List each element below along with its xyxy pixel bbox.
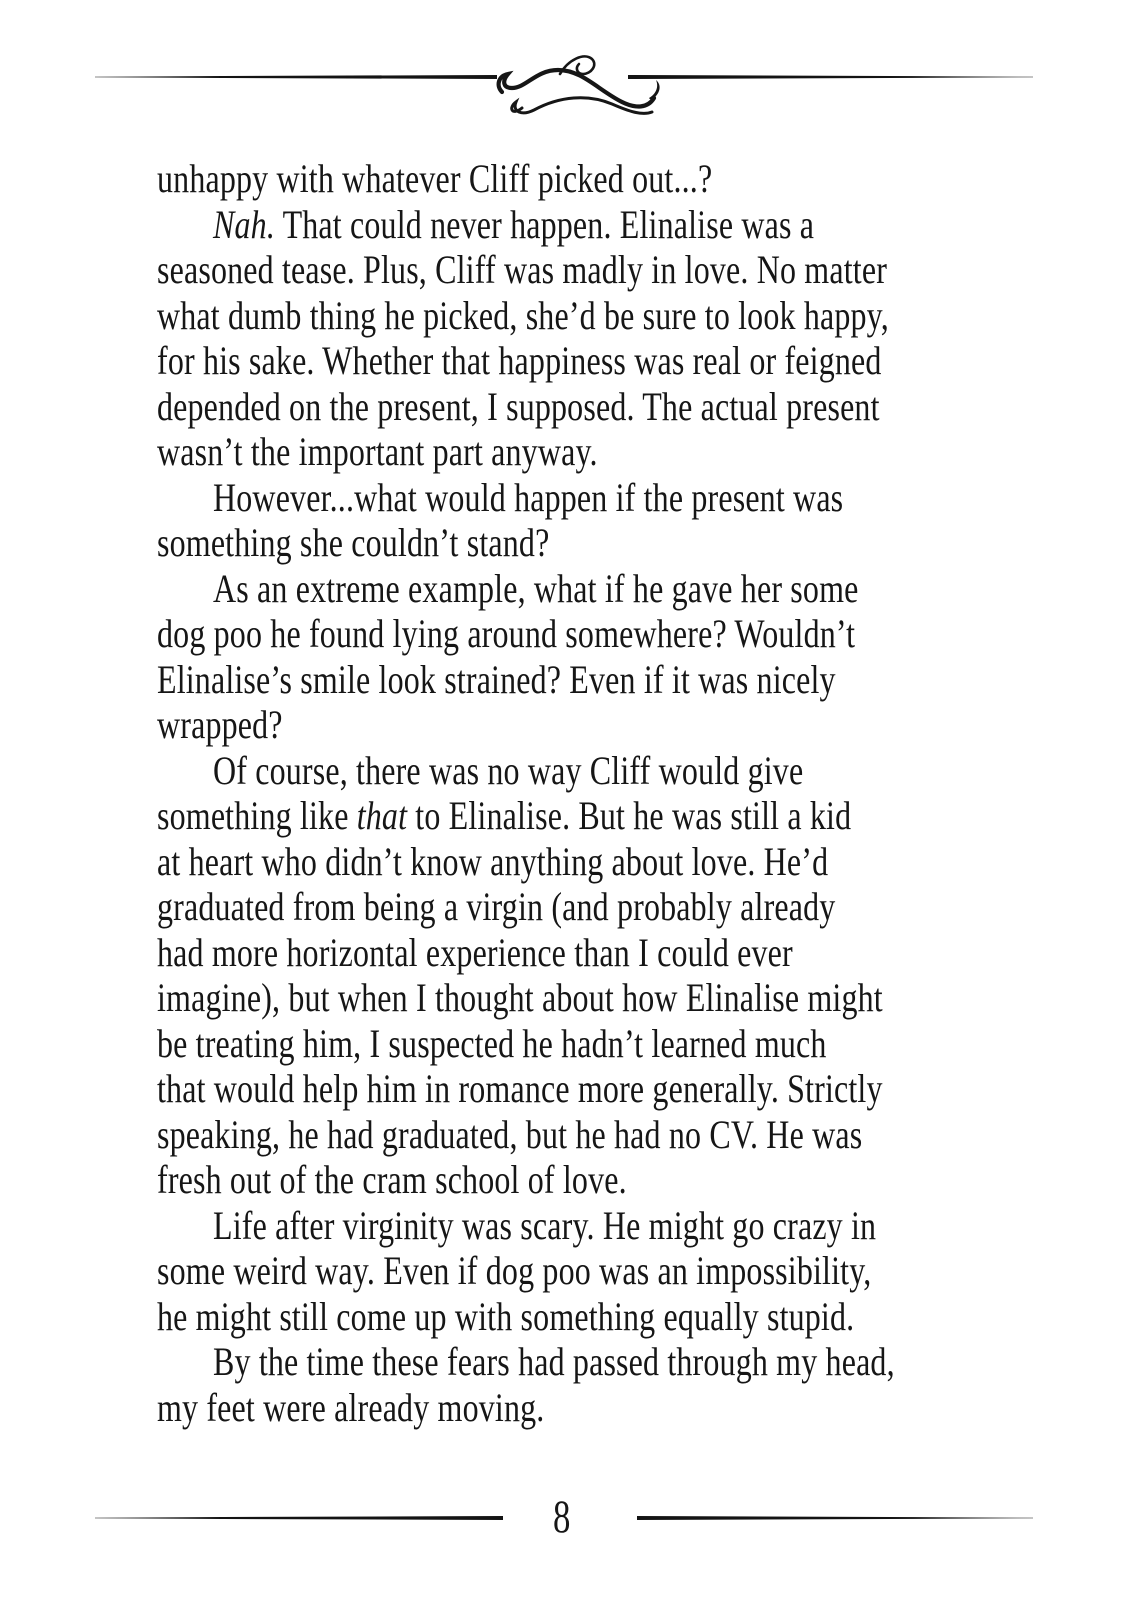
text-segment: By the time these fears had passed through my head, [213, 1339, 895, 1384]
text-line [157, 338, 1021, 384]
text-segment: dog poo he found lying around somewhere? Wouldn’t [157, 611, 856, 656]
text-line [157, 293, 1021, 339]
text-line [157, 611, 1021, 657]
text-line [157, 975, 1021, 1021]
flourish-icon [488, 50, 680, 130]
text-segment: That could never happen. Elinalise was a [274, 201, 815, 247]
text-line [157, 657, 1021, 703]
text-line [157, 202, 1021, 248]
text-segment: my feet were already moving. [157, 1384, 545, 1430]
text-segment: some weird way. Even if dog poo was an impossibility, [157, 1248, 872, 1293]
text-segment: fresh out of the cram school of love. [157, 1157, 627, 1202]
text-line [157, 1157, 1021, 1203]
text-line [157, 1021, 1021, 1067]
text-segment: something she couldn’t stand? [157, 520, 550, 565]
italic-text-segment: Nah. [213, 201, 275, 247]
text-line [157, 884, 1021, 930]
text-segment: that would help him in romance more generally. Strictly [157, 1066, 883, 1111]
text-line [157, 429, 1021, 475]
text-line [157, 793, 1021, 839]
text-line [157, 566, 1021, 612]
text-segment: However...what would happen if the present was [213, 474, 844, 520]
text-line [157, 156, 1021, 202]
text-line [157, 1294, 1021, 1340]
text-segment: had more horizontal experience than I could ever [157, 929, 793, 975]
text-segment: depended on the present, I supposed. The actual present [157, 383, 880, 429]
text-segment: be treating him, I suspected he hadn’t learned much [157, 1020, 827, 1066]
text-line [157, 384, 1021, 430]
text-line [157, 1385, 1021, 1431]
text-line [157, 520, 1021, 566]
text-line [157, 247, 1021, 293]
text-line [157, 702, 1021, 748]
text-line [157, 748, 1021, 794]
text-segment: for his sake. Whether that happiness was real or feigned [157, 338, 882, 383]
text-segment: what dumb thing he picked, she’d be sure to look happy, [157, 292, 889, 338]
text-segment: wrapped? [157, 702, 283, 747]
text-segment: imagine), but when I thought about how Elinalise might [157, 975, 883, 1020]
text-segment: As an extreme example, what if he gave her some [213, 565, 859, 611]
body-text [157, 156, 1021, 1430]
header-rule-left [95, 75, 497, 79]
italic-text-segment: that [356, 793, 408, 838]
text-segment: he might still come up with something equally stupid. [157, 1293, 855, 1339]
text-line [157, 475, 1021, 521]
text-segment: something like [157, 793, 357, 838]
header-rule-right [628, 75, 1033, 79]
text-segment: to Elinalise. But he was still a kid [407, 793, 852, 838]
text-segment: Life after virginity was scary. He might go crazy in [213, 1202, 877, 1248]
text-line [157, 1248, 1021, 1294]
text-segment: Elinalise’s smile look strained? Even if it was nicely [157, 656, 836, 702]
text-segment: graduated from being a virgin (and probably already [157, 884, 836, 929]
text-segment: seasoned tease. Plus, Cliff was madly in love. No matter [157, 247, 888, 292]
page-number: 8 [552, 1491, 571, 1543]
text-segment: at heart who didn’t know anything about love. He’d [157, 838, 829, 884]
text-line [157, 839, 1021, 885]
text-line [157, 1339, 1021, 1385]
text-segment: wasn’t the important part anyway. [157, 429, 598, 474]
text-line [157, 930, 1021, 976]
text-line [157, 1066, 1021, 1112]
text-segment: unhappy with whatever Cliff picked out...? [157, 156, 713, 201]
text-segment: speaking, he had graduated, but he had no CV. He was [157, 1111, 863, 1157]
text-line [157, 1203, 1021, 1249]
text-segment: Of course, there was no way Cliff would give [213, 747, 804, 793]
text-line [157, 1112, 1021, 1158]
